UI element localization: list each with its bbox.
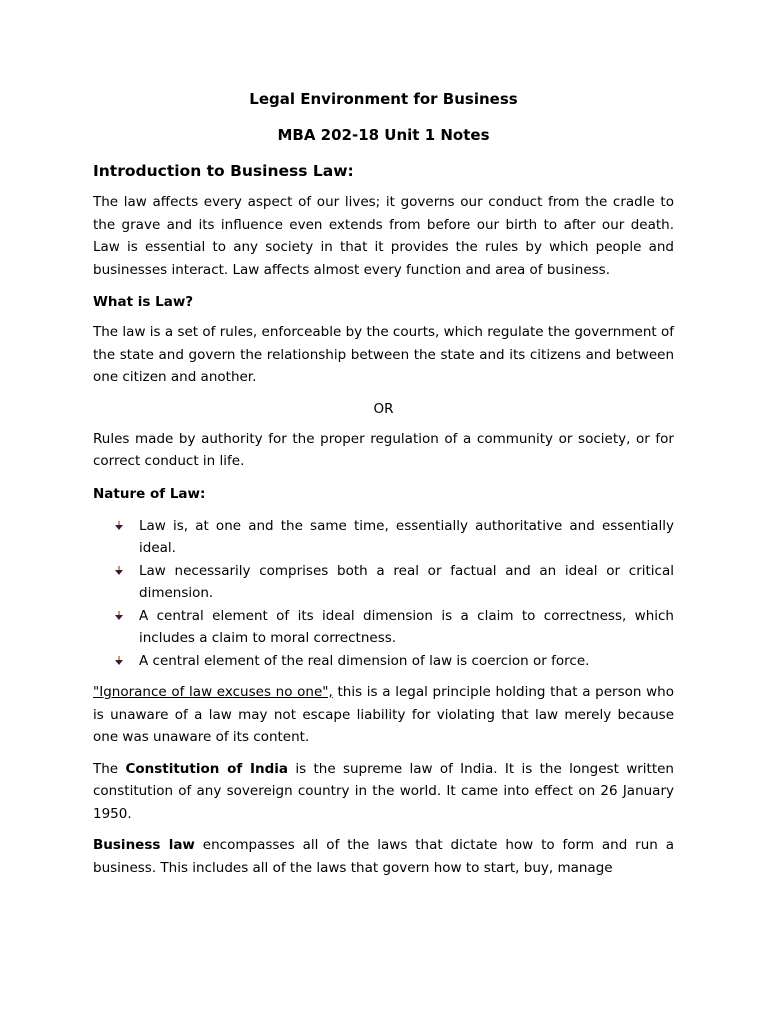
list-item [93, 605, 674, 650]
ignorance-text: this is a legal principle holding that a person who is unaware of a law may not escape liability for violating that law merely because one was unaware of its content. [93, 684, 674, 745]
list-item [93, 650, 674, 673]
business-law-term: Business law [93, 837, 195, 853]
document-title: Legal Environment for Business [249, 90, 518, 108]
ignorance-paragraph [93, 681, 674, 749]
constitution-lead: The [93, 760, 126, 777]
constitution-paragraph [93, 758, 674, 826]
list-item-text: A central element of the real dimension of law is coercion or force. [139, 652, 590, 669]
arrow-bullet-icon [114, 656, 124, 666]
list-item-text: A central element of its ideal dimension is a claim to correctness, which includes a claim to moral correctness. [139, 607, 674, 646]
or-separator: OR [373, 400, 394, 417]
law-definition-1: The law is a set of rules, enforceable by the courts, which regulate the government of the state and govern the relationship between the state and its citizens and between one citizen and another. [93, 324, 674, 385]
list-item [93, 560, 674, 605]
list-item [93, 515, 674, 560]
nature-of-law-list [93, 515, 674, 673]
intro-heading: Introduction to Business Law: [93, 162, 354, 180]
arrow-bullet-icon [114, 521, 124, 531]
list-item-text: Law is, at one and the same time, essentially authoritative and essentially ideal. [139, 517, 674, 556]
arrow-bullet-icon [114, 611, 124, 621]
business-law-paragraph [93, 834, 674, 879]
document-subtitle: MBA 202-18 Unit 1 Notes [277, 126, 490, 144]
constitution-term: Constitution of India [125, 760, 289, 777]
ignorance-quote: "Ignorance of law excuses no one", [93, 684, 333, 700]
law-definition-2: Rules made by authority for the proper regulation of a community or society, or for correct conduct in life. [93, 430, 674, 469]
arrow-bullet-icon [114, 566, 124, 576]
nature-of-law-heading: Nature of Law: [93, 485, 206, 502]
constitution-text: is the supreme law of India. It is the longest written constitution of any sovereign country in the world. It came into effect on 26 January 1950. [93, 760, 674, 822]
intro-paragraph: The law affects every aspect of our lives; it governs our conduct from the cradle to the grave and its influence even extends from before our birth to after our death. Law is essential to any society in that it provides the rules by which people and businesses interact. Law affects almost every function and area of business. [93, 194, 674, 278]
what-is-law-heading: What is Law? [93, 294, 194, 310]
business-law-text: encompasses all of the laws that dictate how to form and run a business. This includes all of the laws that govern how to start, buy, manage [93, 837, 675, 876]
list-item-text: Law necessarily comprises both a real or factual and an ideal or critical dimension. [139, 562, 674, 601]
